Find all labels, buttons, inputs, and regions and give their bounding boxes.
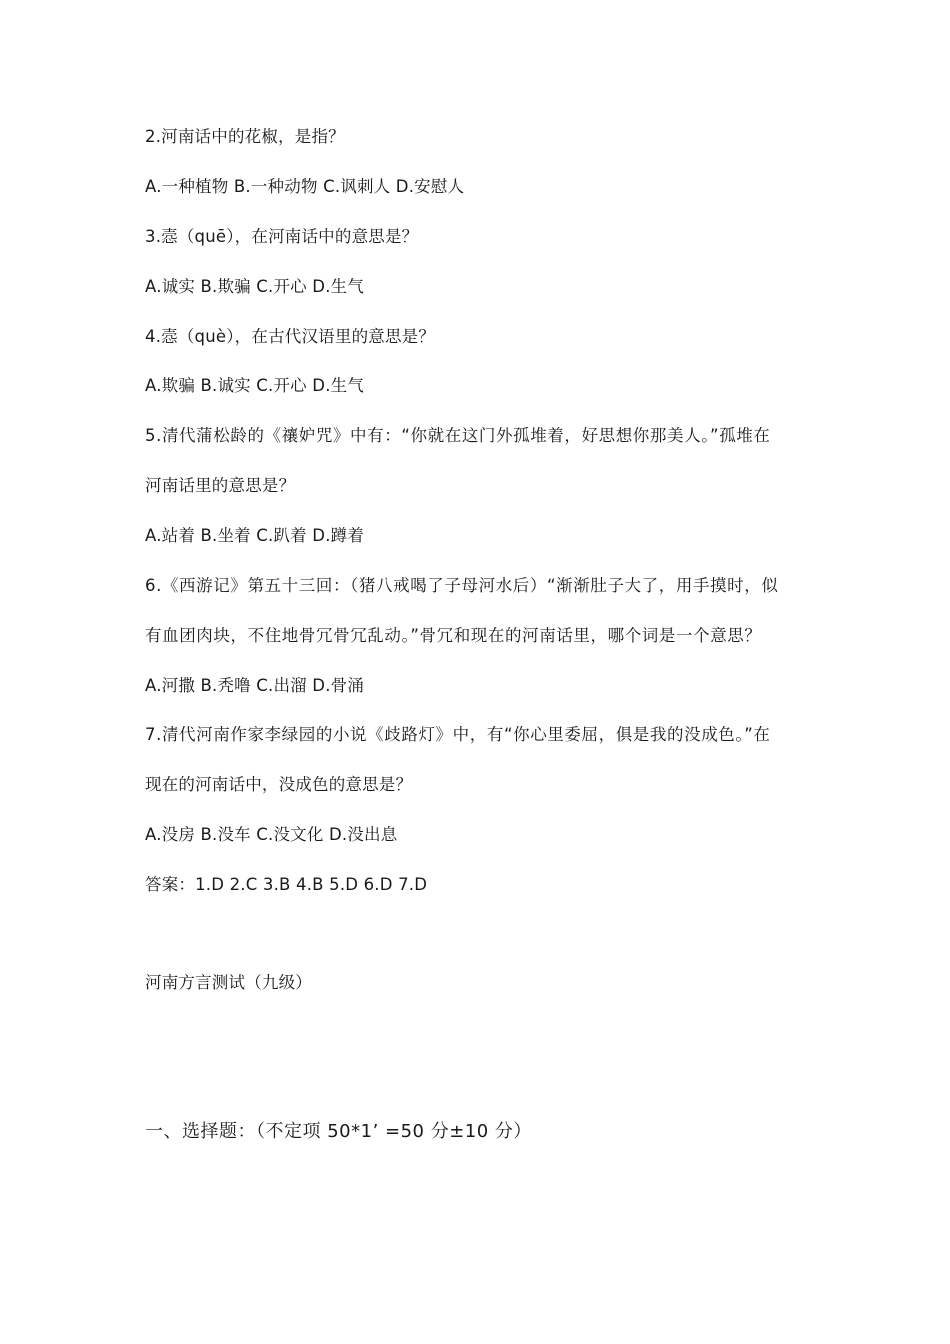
question-5-line-1: 5.清代蒲松龄的《禳妒咒》中有：“你就在这门外孤堆着，好思想你那美人。”孤堆在 (145, 426, 771, 445)
question-5-line-2: 河南话里的意思是？ (145, 476, 296, 495)
question-6-line-1: 6.《西游记》第五十三回：（猪八戒喝了子母河水后）“渐渐肚子大了，用手摸时，似 (145, 576, 779, 595)
question-3: 3.悫（quē），在河南话中的意思是？ (145, 227, 419, 246)
section-heading: 一、选择题：（不定项 50*1’ =50 分±10 分） (145, 1121, 532, 1142)
question-6-line-2: 有血团肉块，不住地骨冗骨冗乱动。”骨冗和现在的河南话里，哪个词是一个意思？ (145, 626, 762, 645)
question-7-line-1: 7.清代河南作家李绿园的小说《歧路灯》中，有“你心里委屈，俱是我的没成色。”在 (145, 725, 771, 744)
question-2-options: A.一种植物 B.一种动物 C.讽刺人 D.安慰人 (145, 177, 465, 196)
question-4-options: A.欺骗 B.诚实 C.开心 D.生气 (145, 376, 365, 395)
question-5-options: A.站着 B.坐着 C.趴着 D.蹲着 (145, 526, 365, 545)
test-title: 河南方言测试（九级） (145, 973, 312, 992)
answer-key: 答案：1.D 2.C 3.B 4.B 5.D 6.D 7.D (145, 875, 428, 894)
question-7-line-2: 现在的河南话中，没成色的意思是？ (145, 775, 413, 794)
question-2: 2.河南话中的花椒，是指？ (145, 127, 345, 146)
question-6-options: A.河撒 B.秃噜 C.出溜 D.骨涌 (145, 676, 365, 695)
question-3-options: A.诚实 B.欺骗 C.开心 D.生气 (145, 277, 365, 296)
question-7-options: A.没房 B.没车 C.没文化 D.没出息 (145, 825, 398, 844)
question-4: 4.悫（què），在古代汉语里的意思是？ (145, 327, 436, 346)
